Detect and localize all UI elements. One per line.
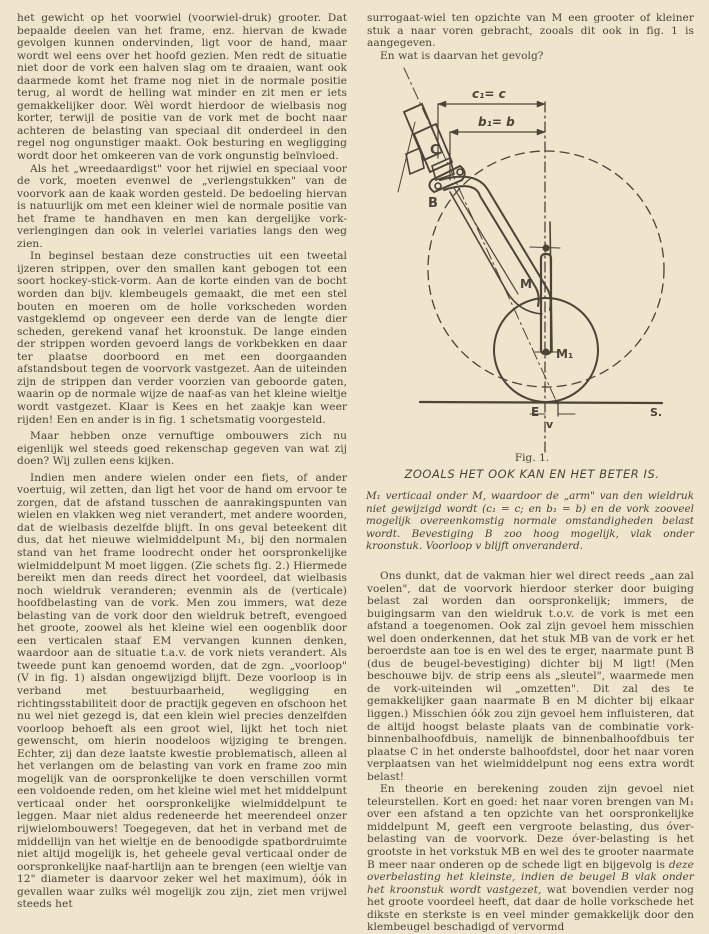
- strip-to-m1: [541, 254, 551, 354]
- right-column-top: [367, 12, 694, 62]
- emphasis-text: deze overbelasting het kleinste, indien de beugel B vlak onder het kroonstuk wordt vastgezet,: [367, 858, 694, 896]
- right-column-bottom: [367, 570, 694, 934]
- label-e: E: [531, 405, 540, 419]
- paragraph: surrogaat-wiel ten opzichte van M een grooter of kleiner stuk a naar voren gebracht, zooals dit ook in fig. 1 is aangegeven.: [367, 12, 694, 50]
- fork-diagram: [380, 62, 700, 462]
- paragraph: Ons dunkt, dat de vakman hier wel direct reeds „aan zal voelen", dat de voorvork hierdoor sterker door buiging belast zal worden dan oorspronkelijk; immers, de buigingsarm van den wieldruk t.o.v. de vork is met een afstand a toegenomen. Ook zal zijn gevoel hem misschien wel doen onderkennen, dat het stuk MB van de vork er het beroerdste aan toe is en wel des te erger, naarmate punt B (dus de beugel-bevestiging) dichter bij M ligt! (Men beschouwe bijv. de strip eens als „sleutel", waarmede men de vork-uiteinden wil „omzetten". Dit zal des te gemakkelijker gaan naarmate B en M dichter bij elkaar liggen.) Misschien óók zou zijn gevoel hem influisteren, dat de altijd hoogst belaste plaats van de combinatie vork-binnenbalhoofdbuis, namelijk de binnenbalhoofdbuis ter plaatse C in het onderste balhoofdstel, door het naar voren verplaatsen van het wielmiddelpunt nog eens extra wordt belast!: [367, 570, 694, 783]
- paragraph: Indien men andere wielen onder een fiets, of ander voertuig, wil zetten, dan ligt het voor de hand om ervoor te zorgen, dat de afstand tusschen de aanrakingspunten van wielen en vlakken weg niet verandert, met andere woorden, dat de wielbasis dezelfde blijft. In ons geval beteekent dit dus, dat het nieuwe wielmiddelpunt M₁, bij den normalen stand van het frame loodrecht onder het oorspronkelijke wielmiddelpunt M moet liggen. (Zie schets fig. 2.) Hiermede bereikt men dan reeds direct het voordeel, dat wielbasis noch wieldruk veranderen; evenmin als de (verticale) hoofdbelasting van de vork. Men zou immers, wat deze belasting van de vork door den wieldruk betreft, evengoed het groote, zoowel als het kleine wiel een oogenblik door een verticalen staaf EM vervangen kunnen denken, waardoor aan de situatie t.a.v. de vork niets verandert. Als tweede punt kan genoemd worden, dat de zgn. „voorloop" (V in fig. 1) alsdan ongewijzigd blijft. Deze voorloop is in verband met bestuurbaarheid, wegligging en richtingsstabiliteit door de practijk gegeven en ofschoon het nu wel niet gezegd is, dat een klein wiel precies denzelfden voorloop behoeft als een groot wiel, lijkt het toch niet gewenscht, om hierin noodeloos wijziging te brengen. Echter, zij dan deze laatste kwestie problematisch, alleen al het verlangen om de belasting van vork en frame zoo min mogelijk van de oorspronkelijke te doen verschillen vormt een voldoende reden, om het kleine wiel met het middelpunt verticaal onder het oorspronkelijke wielmiddelpunt te leggen. Maar niet aldus redeneerde het meerendeel onzer rijwielombouwers! Toegegeven, dat het in verband met de middellijn van het wieltje en de benoodigde spatbordruimte niet altijd mogelijk is, het geheele geval verticaal onder de oorspronkelijke naaf-hartlijn aan te brengen (een wieltje van 12" diameter is daarvoor zeker wel het maximum), óók in gevallen waar zulks wél mogelijk zou zijn, ziet men vrijwel steeds het: [17, 471, 347, 911]
- text-run: wat bovendien verder nog het groote voordeel heeft, dat daar de holle vorkschede het dikste en sterkste is en veel minder gemakkelijk door den klembeugel beschadigd of vervormd: [367, 883, 694, 934]
- figure-number: Fig. 1.: [514, 452, 550, 464]
- fork-blade: [440, 177, 551, 310]
- label-b: B: [428, 196, 438, 211]
- figure-caption: M₁ verticaal onder M, waardoor de „arm" van den wieldruk niet gewijzigd wordt (c₁ = c; en b₁ = b) en de vork zooveel mogelijk overeenkomstig normale omstandigheden belast wordt. Bevestiging B zoo hoog mogelijk, vlak onder kroonstuk. Voorloop v blijft onveranderd.: [366, 490, 694, 552]
- label-c: C: [430, 143, 440, 158]
- text-run: En theorie en berekening zouden zijn gevoel niet teleurstellen. Kort en goed: het naar voren brengen van M₁ over een afstand a ten opzichte van het oorspronkelijke middelpunt M, geeft een vergroote belasting, dus óver-belasting van de voorvork. Deze óver-belasting is het grootste in het vorkstuk MB en wel des te grooter naarmate B meer naar onderen op de schede ligt en bijgevolg is: [367, 783, 694, 871]
- label-b-dim: b₁= b: [478, 115, 515, 129]
- label-s: S.: [650, 406, 663, 419]
- road-line: [420, 402, 662, 403]
- paragraph: In beginsel bestaan deze constructies uit een tweetal ijzeren strippen, over den smallen kant gebogen tot een soort hockey-stick-vorm. Aan de korte einden van de bocht worden dan bijv. klembeugels gemaakt, die met een stel bouten en moeren om de holle vorkscheden worden vastgeklemd op ongeveer een derde van de lengte dier scheden, gerekend vanaf het kroonstuk. De lange einden der strippen worden gevoerd langs de vorkbekken en daar ter plaatse doorboord en met een doorgaanden afstandsbout tegen de voorvork vastgezet. Aan de uiteinden zijn de strippen dan verder voorzien van geboorde gaten, waarin op de normale wijze de naaf-as van het kleine wieltje wordt vastgezet. Klaar is Kees en het zaakje kan weer rijden! Een en ander is in fig. 1 schetsmatig voorgesteld.: [17, 250, 347, 426]
- paragraph-continued: [367, 783, 694, 934]
- paragraph: Als het „wreedaardigst" voor het rijwiel en speciaal voor de vork, moeten evenwel de „verlengstukken" van de voorvork aan de kaak worden gesteld. De bedoeling hiervan is natuurlijk om met een kleiner wiel de normale positie van het frame te handhaven en men kan dergelijke vork-verlengingen dan ook in velerlei variaties langs den weg zien.: [17, 162, 347, 250]
- label-c-dim: c₁= c: [472, 87, 506, 101]
- label-m1: M₁: [556, 347, 574, 361]
- left-column: [17, 12, 347, 911]
- figure-title: ZOOALS HET OOK KAN EN HET BETER IS.: [404, 467, 660, 481]
- paragraph: Maar hebben onze vernuftige ombouwers zich nu eigenlijk wel steeds goed rekenschap gegeven van wat zij doen? Wij zullen eens kijken.: [17, 430, 347, 468]
- paragraph: het gewicht op het voorwiel (voorwiel-druk) grooter. Dat bepaalde deelen van het frame, enz. hiervan de kwade gevolgen kunnen ondervinden, ligt voor de hand, maar wordt wel eens over het hoofd gezien. Men redt de situatie niet door de vork een halven slag om te draaien, want ook daarmede komt het frame nog niet in de normale positie terug, al wordt de helling wat minder en zit men er iets gemakkelijker door. Wèl wordt hierdoor de wielbasis nog korter, terwijl de positie van de vork met de bocht naar achteren de belasting van speciaal dit onderdeel in den regel nog ongunstiger maakt. Ook besturing en wegligging wordt door het omkeeren van de vork ongunstig beïnvloed.: [17, 12, 347, 163]
- label-m: M: [520, 277, 532, 291]
- paragraph: En wat is daarvan het gevolg?: [380, 49, 544, 62]
- label-v: v: [546, 418, 554, 431]
- extension-strip: [450, 192, 542, 314]
- figure-1-drawing: [380, 62, 700, 462]
